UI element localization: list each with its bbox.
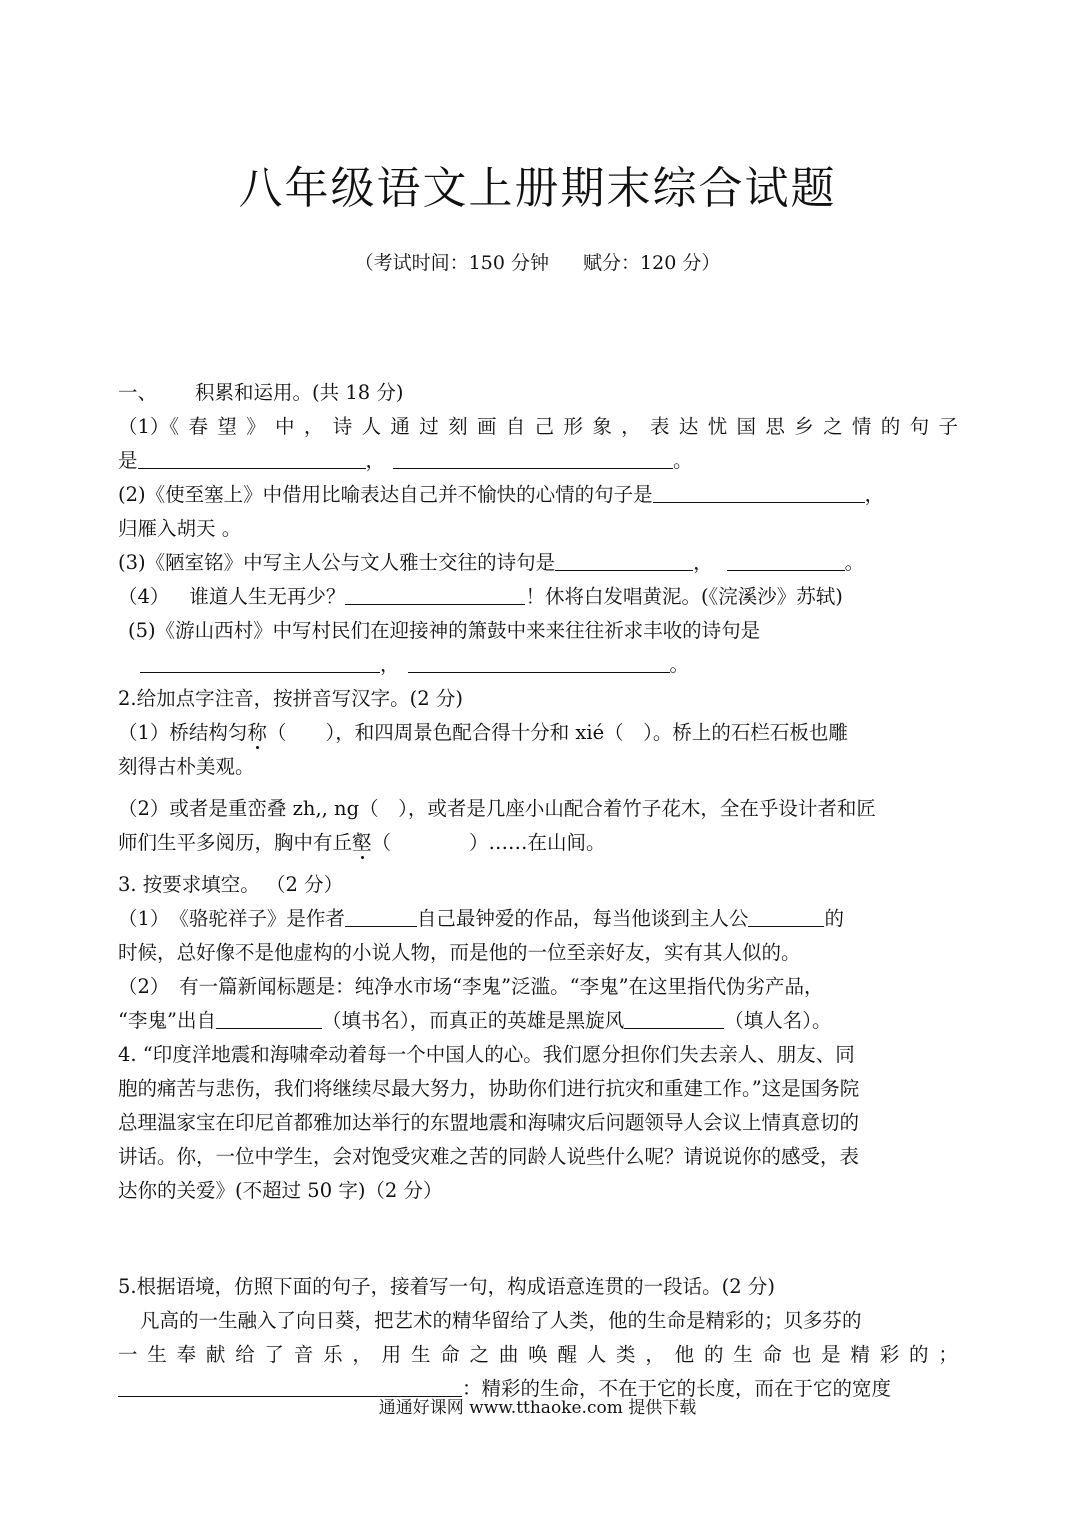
answer-blank[interactable] [138, 446, 366, 469]
exam-score: 赋分：120 分） [583, 252, 721, 274]
question-4-line-2: 胞的痛苦与悲伤，我们将继续尽最大努力，协助你们进行抗灾和重建工作。”这是国务院 [118, 1077, 860, 1100]
question-1-3-line: (3)《陋室铭》中写主人公与文人雅士交往的诗句是 ， 。 [118, 546, 958, 580]
text-char: ， [621, 415, 641, 438]
text-char: 自 [505, 415, 526, 438]
text-char: 诗 [332, 415, 353, 438]
text-char: 是 [821, 1343, 841, 1366]
question-5-line-1: 凡高的一生融入了向日葵，把艺术的精华留给了人类，他的生命是精彩的；贝多芬的 [140, 1309, 862, 1332]
answer-blank[interactable] [727, 548, 845, 571]
text-char: 句 [909, 415, 930, 438]
text-char: 了 [264, 1343, 284, 1366]
text-char: 彩 [879, 1343, 900, 1366]
section-3-heading: 3. 按要求填空。 （2 分） [118, 873, 344, 896]
text-char: 春 [188, 415, 209, 438]
text-char: 命 [440, 1343, 460, 1366]
text-char: 表 [650, 415, 670, 438]
question-4-line-1: 4. “印度洋地震和海啸牵动着每一个中国人的心。我们愿分担你们失去亲人、朋友、同 [118, 1043, 855, 1066]
page-title: 八年级语文上册期末综合试题 [238, 163, 837, 214]
text-char: 情 [851, 415, 872, 438]
text-char: 过 [419, 415, 439, 438]
text-char: 思 [765, 415, 785, 438]
text-char: （1）《 [118, 415, 180, 438]
text-char: 唤 [528, 1343, 548, 1366]
question-5-line-2 [118, 1338, 958, 1372]
dotted-char: 壑 [352, 831, 372, 854]
text-char: 之 [823, 415, 843, 438]
text-char: 通 [390, 415, 410, 438]
text-char: 用 [381, 1343, 402, 1366]
text-char: 给 [235, 1343, 255, 1366]
text-char: 望 [217, 415, 237, 438]
question-5-line-3: ：精彩的生命，不在于它的长度，而在于它的宽度 [118, 1372, 958, 1406]
text-char: 生 [410, 1343, 431, 1366]
question-2-2-line: （2）或者是重峦叠 zh,, ng（ ），或者是几座小山配合着竹子花木，全在乎设计者和匠 [118, 797, 876, 820]
answer-blank[interactable] [408, 650, 670, 673]
answer-blank[interactable] [345, 904, 417, 927]
text-char: ， [645, 1343, 665, 1366]
answer-blank[interactable] [555, 548, 693, 571]
text-char: ， [303, 415, 324, 438]
question-2-1-line: （1）桥结构匀称（ ），和四周景色配合得十分和 xié（ ）。桥上的石栏石板也雕 [118, 721, 848, 744]
text-char: 象 [592, 415, 612, 438]
question-4-line-4: 讲话。你，一位中学生，会对饱受灾难之苦的同龄人说些什么呢？请说说你的感受，表 [118, 1145, 860, 1168]
text-char: 人 [586, 1343, 607, 1366]
question-3-1-cont: 时候，总好像不是他虚构的小说人物，而是他的一位至亲好友，实有其人似的。 [118, 941, 801, 964]
question-4-answer-space[interactable] [118, 1208, 958, 1270]
text-char: 醒 [557, 1343, 577, 1366]
exam-info [0, 248, 1075, 275]
text-char: 画 [476, 415, 497, 438]
text-char: 生 [147, 1343, 167, 1366]
text-char: 》 [246, 415, 266, 438]
text-char: ； [938, 1343, 958, 1366]
text-char: 国 [736, 415, 757, 438]
section-2-heading: 2.给加点字注音，按拼音写汉字。(2 分) [118, 687, 463, 710]
question-1-5-answer-line: ， 。 [118, 648, 958, 682]
text-char: 之 [469, 1343, 490, 1366]
question-1-1-line [118, 410, 958, 444]
exam-body [118, 376, 958, 1406]
answer-blank[interactable] [216, 1006, 322, 1029]
text-char: 忧 [707, 415, 728, 438]
text-char: 形 [563, 415, 583, 438]
text-char: 的 [880, 415, 901, 438]
exam-time: （考试时间：150 分钟 [354, 252, 549, 274]
text-char: 人 [361, 415, 382, 438]
text-char: 的 [909, 1343, 929, 1366]
question-3-2-line: （2） 有一篇新闻标题是：纯净水市场“李鬼”泛滥。“李鬼”在这里指代伪劣产品， [118, 975, 824, 998]
text-char: 音 [293, 1343, 314, 1366]
text-char: 类 [616, 1343, 636, 1366]
text-char: 命 [762, 1343, 783, 1366]
answer-blank[interactable] [140, 650, 380, 673]
dotted-char: 称 [247, 721, 267, 744]
answer-blank[interactable] [624, 1006, 724, 1029]
text-char: 乡 [794, 415, 814, 438]
text-char: 的 [703, 1343, 724, 1366]
answer-blank[interactable] [653, 480, 865, 503]
text-char: 曲 [498, 1343, 519, 1366]
text-char: 奉 [176, 1343, 197, 1366]
question-1-5-line: (5)《游山西村》中写村民们在迎接神的箫鼓中来来往往祈求丰收的诗句是 [128, 619, 761, 642]
question-1-2-tail: 归雁入胡天 。 [118, 517, 242, 540]
footer-source: 通通好课网 www.tthaoke.com 提供下载 [378, 1398, 697, 1418]
text-char: 己 [534, 415, 555, 438]
text-char: 生 [733, 1343, 753, 1366]
question-4-line-5: 达你的关爱》(不超过 50 字)（2 分） [118, 1179, 443, 1202]
question-1-2-line: (2)《使至塞上》中借用比喻表达自己并不愉快的心情的句子是 ， [118, 478, 958, 512]
section-5-heading: 5.根据语境，仿照下面的句子，接着写一句，构成语意连贯的一段话。(2 分) [118, 1275, 775, 1298]
text-char: 献 [205, 1343, 226, 1366]
question-2-2-cont: 师们生平多阅历，胸中有丘壑（ ）……在山间。 [118, 831, 606, 854]
question-1-4-line: （4） 谁道人生无再少？ ！休将白发唱黄泥。(《浣溪沙》苏轼) [118, 580, 958, 614]
question-4-line-3: 总理温家宝在印尼首都雅加达举行的东盟地震和海啸灾后问题领导人会议上情真意切的 [118, 1111, 860, 1134]
question-2-1-cont: 刻得古朴美观。 [118, 755, 255, 778]
text-char: 子 [938, 415, 958, 438]
question-3-2-cont: “李鬼”出自 （填书名），而真正的英雄是黑旋风 （填人名）。 [118, 1004, 958, 1038]
section-1-heading: 一、 积累和运用。(共 18 分) [118, 381, 404, 404]
question-1-1-answer-line: 是 ， 。 [118, 444, 958, 478]
text-char: 乐 [323, 1343, 343, 1366]
text-char: 他 [674, 1343, 695, 1366]
text-char: 刻 [448, 415, 468, 438]
text-char: 中 [275, 415, 295, 438]
text-char: ， [352, 1343, 372, 1366]
question-3-1-line: （1） 《骆驼祥子》是作者 自己最钟爱的作品，每当他谈到主人公 的 [118, 902, 958, 936]
text-char: 一 [118, 1343, 138, 1366]
answer-blank[interactable] [345, 582, 525, 605]
text-char: 也 [791, 1343, 812, 1366]
text-char: 达 [678, 415, 699, 438]
answer-blank[interactable] [393, 446, 673, 469]
text-char: 精 [850, 1343, 870, 1366]
answer-blank[interactable] [748, 904, 824, 927]
